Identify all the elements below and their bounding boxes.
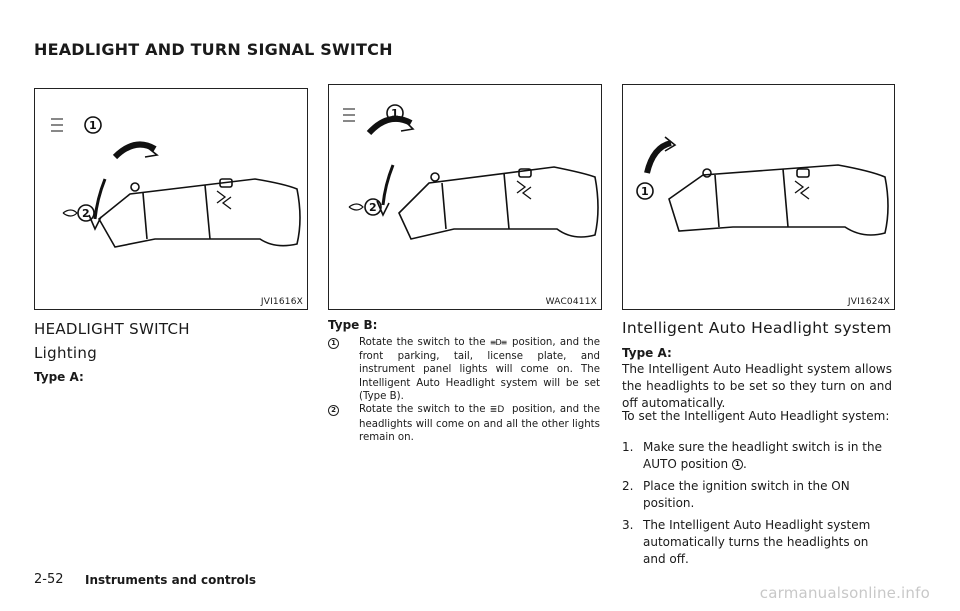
col3-para-1: The Intelligent Auto Headlight system allows the headlights to be set so they turn on and off automatically. xyxy=(622,362,892,410)
item-2-text-after: position, and the headlights will come on and all the other lights remain on. xyxy=(359,404,600,443)
section-title: HEADLIGHT AND TURN SIGNAL SWITCH xyxy=(34,40,393,59)
col1-heading: HEADLIGHT SWITCH xyxy=(34,320,190,338)
item-1-text-before: Rotate the switch to the xyxy=(359,337,486,348)
marker-1-icon: 1 xyxy=(328,338,339,349)
marker-2-icon: 2 xyxy=(328,405,339,416)
switch-illustration-1 xyxy=(35,89,307,309)
parking-light-icon: ≡D≡ xyxy=(489,338,507,347)
svg-text:2: 2 xyxy=(82,207,90,220)
figure-code: WAC0411X xyxy=(545,297,597,307)
col3-type-label: Type A: xyxy=(622,346,672,360)
headlight-icon: ≣D xyxy=(489,405,505,415)
col2-item-2 xyxy=(328,403,600,445)
col3-step-2 xyxy=(622,478,892,512)
col2-item-1 xyxy=(328,336,600,404)
svg-text:1: 1 xyxy=(391,107,399,120)
step-2-text: Place the ignition switch in the ON position. xyxy=(643,479,850,510)
step-number: 3. xyxy=(622,518,634,532)
svg-text:1: 1 xyxy=(641,185,649,198)
svg-text:2: 2 xyxy=(369,201,377,214)
col3-step-3 xyxy=(622,517,892,568)
col3-para-2: To set the Intelligent Auto Headlight system: xyxy=(622,409,890,423)
step-3-text: The Intelligent Auto Headlight system automatically turns the headlights on and off. xyxy=(643,518,871,566)
switch-illustration-2 xyxy=(329,85,601,309)
figure-1 xyxy=(34,88,308,310)
col1-type-label: Type A: xyxy=(34,370,84,384)
marker-1-icon: 1 xyxy=(732,459,743,470)
col3-step-1 xyxy=(622,439,892,473)
switch-illustration-3 xyxy=(623,85,894,309)
item-2-text-before: Rotate the switch to the xyxy=(359,404,486,415)
figure-code: JVI1616X xyxy=(260,297,303,307)
step-number: 1. xyxy=(622,440,634,454)
item-1-text-after: position, and the front parking, tail, license plate, and instrument panel lights will come on. The Intelligent Auto Headlight system will be set (Type B). xyxy=(359,337,600,402)
page-number: 2-52 xyxy=(34,572,64,587)
watermark: carmanualsonline.info xyxy=(759,584,930,602)
step-1-text: Make sure the headlight switch is in the AUTO position xyxy=(643,440,882,471)
col1-subheading: Lighting xyxy=(34,344,98,362)
col3-heading: Intelligent Auto Headlight system xyxy=(622,319,892,337)
figure-3 xyxy=(622,84,895,310)
figure-code: JVI1624X xyxy=(847,297,890,307)
step-number: 2. xyxy=(622,479,634,493)
svg-text:1: 1 xyxy=(89,119,97,132)
chapter-title: Instruments and controls xyxy=(85,573,257,587)
step-1-text-after: . xyxy=(742,457,747,471)
figure-2 xyxy=(328,84,602,310)
col2-type-label: Type B: xyxy=(328,318,378,332)
